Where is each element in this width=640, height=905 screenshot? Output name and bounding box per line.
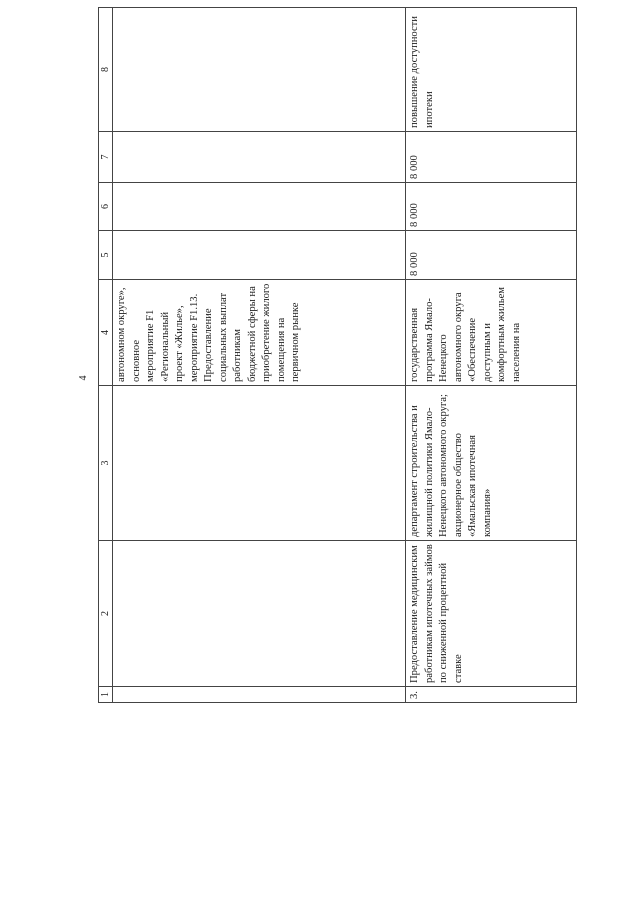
cell-result [113,8,406,132]
cell-value-col7 [113,132,406,183]
cell-value-col5: 8 000 [406,231,577,280]
column-number: 1 [99,687,113,703]
cell-value-col6 [113,183,406,231]
cell-result: повышение доступности ипотеки [406,8,577,132]
page-number: 4 [78,375,89,381]
cell-value-col7: 8 000 [406,132,577,183]
column-number: 2 [99,541,113,687]
column-number: 7 [99,132,113,183]
rotated-table-container [98,8,588,703]
cell-program: автономном округе», основное мероприятие F1 «Региональный проект «Жилье», мероприятие F1.13. Предоставление социальных выплат работникам бюджетной сферы на приобретение жилого помещения на первичном рынке [113,280,406,386]
column-number: 3 [99,386,113,541]
cell-executor [113,386,406,541]
table-row-3 [406,8,577,703]
cell-executor: департамент строительства и жилищной политики Ямало-Ненецкого автономного округа; акционерное общество «Ямальская ипотечная компания» [406,386,577,541]
cell-index: 3. [406,687,577,703]
cell-value-col5 [113,231,406,280]
cell-program: государственная программа Ямало-Ненецкого автономного округа «Обеспечение доступным и комфортным жильем населения на [406,280,577,386]
column-number: 8 [99,8,113,132]
cell-value-col6: 8 000 [406,183,577,231]
cell-measure-name [113,541,406,687]
continuation-row [113,8,406,703]
column-number: 5 [99,231,113,280]
column-number-row [99,8,113,703]
column-number: 6 [99,183,113,231]
cell-measure-name: Предоставление медицинским работникам ипотечных займов по сниженной процентной ставке [406,541,577,687]
measures-table [98,7,577,703]
column-number: 4 [99,280,113,386]
cell-index [113,687,406,703]
